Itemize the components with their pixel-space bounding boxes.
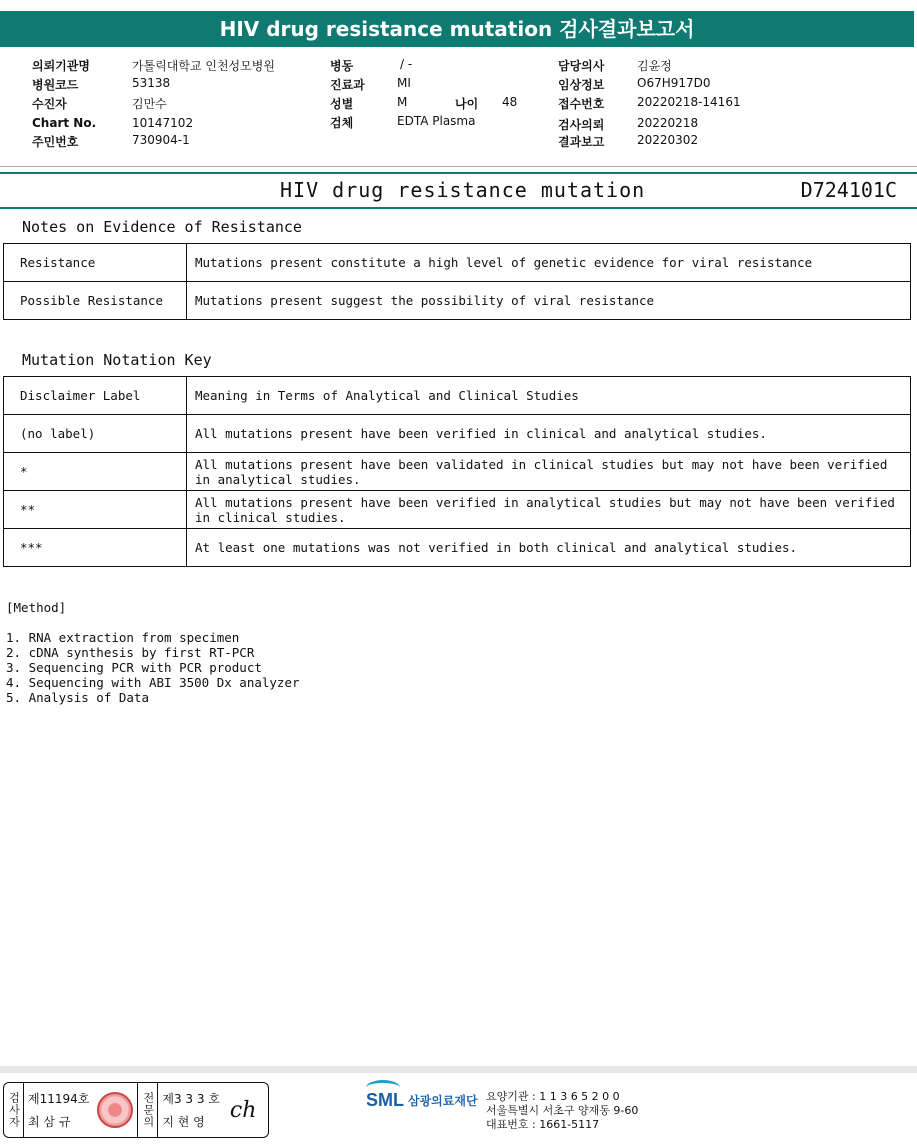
specialist-label: 전문의: [137, 1083, 158, 1137]
report-date-label: 결과보고: [558, 135, 605, 149]
specimen-label: 검체: [330, 116, 354, 130]
report-date-value: 20220302: [637, 133, 699, 147]
evidence-label: Possible Resistance: [4, 282, 187, 320]
logo-text: SML: [366, 1090, 404, 1110]
evidence-text: Mutations present constitute a high level of genetic evidence for viral resistance: [187, 244, 911, 282]
divider: [0, 207, 917, 209]
resident-no-label: 주민번호: [32, 135, 79, 149]
institution-label: 의뢰기관명: [32, 59, 90, 73]
evidence-text: Mutations present suggest the possibility of viral resistance: [187, 282, 911, 320]
institution-value: 가톨릭대학교 인천성모병원: [132, 59, 275, 73]
notation-label: **: [4, 491, 187, 529]
examiner-label: 검사자: [4, 1083, 24, 1137]
request-date-label: 검사의뢰: [558, 118, 605, 132]
notation-text: All mutations present have been verified in analytical studies but may not have been verified in clinical studies.: [187, 491, 911, 529]
specimen-value: EDTA Plasma: [397, 114, 476, 128]
signature: ch: [229, 1097, 257, 1123]
divider: [0, 172, 917, 174]
receipt-no-label: 접수번호: [558, 97, 605, 111]
age-value: 48: [502, 95, 518, 109]
phone: 대표번호 : 1661-5117: [486, 1118, 600, 1131]
evidence-table: [3, 243, 911, 320]
notation-text: All mutations present have been verified in clinical and analytical studies.: [187, 415, 911, 453]
evidence-label: Resistance: [4, 244, 187, 282]
hospital-code-value: 53138: [132, 76, 171, 90]
method-step: 5. Analysis of Data: [6, 690, 149, 705]
doctor-value: 김윤정: [637, 59, 672, 73]
hospital-code-label: 병원코드: [32, 78, 79, 92]
method-step: 2. cDNA synthesis by first RT-PCR: [6, 645, 255, 660]
resident-no-value: 730904-1: [132, 133, 190, 147]
specialist-license: 제3 3 3 호: [162, 1092, 220, 1106]
receipt-no-value: 20220218-14161: [637, 95, 741, 109]
department-value: MI: [397, 76, 411, 90]
table-row: [4, 244, 911, 282]
clinical-info-label: 임상정보: [558, 78, 605, 92]
notation-header-label: Disclaimer Label: [4, 377, 187, 415]
chart-no-label: Chart No.: [32, 116, 97, 130]
sex-value: M: [397, 95, 408, 109]
evidence-heading: Notes on Evidence of Resistance: [22, 218, 302, 236]
ward-label: 병동: [330, 59, 354, 73]
method-step: 4. Sequencing with ABI 3500 Dx analyzer: [6, 675, 300, 690]
care-code: 요양기관 : 1 1 3 6 5 2 0 0: [486, 1090, 620, 1103]
org-name: 삼광의료재단: [408, 1094, 478, 1108]
footer-divider: [0, 1066, 917, 1073]
logo-arc-icon: [366, 1080, 400, 1095]
examiner-cell: [24, 1083, 93, 1137]
notation-label: *: [4, 453, 187, 491]
address: 서울특별시 서초구 양재동 9-60: [486, 1104, 639, 1117]
chart-no-value: 10147102: [132, 116, 194, 130]
table-row: [4, 529, 911, 567]
clinical-info-value: O67H917D0: [637, 76, 711, 90]
examiner-name: 최 삼 규: [28, 1115, 71, 1129]
divider: [0, 166, 917, 167]
request-date-value: 20220218: [637, 116, 699, 130]
sml-logo: [366, 1090, 478, 1111]
seal-stamp-icon: [97, 1092, 133, 1128]
table-row: [4, 415, 911, 453]
report-title: HIV drug resistance mutation: [280, 178, 646, 202]
method-heading: [Method]: [6, 600, 67, 615]
department-label: 진료과: [330, 78, 365, 92]
specialist-name: 지 현 영: [162, 1115, 205, 1129]
report-code: D724101C: [800, 178, 897, 202]
method-step: 3. Sequencing PCR with PCR product: [6, 660, 262, 675]
notation-header-text: Meaning in Terms of Analytical and Clinical Studies: [187, 377, 911, 415]
method-step: 1. RNA extraction from specimen: [6, 630, 240, 645]
specialist-cell: [158, 1083, 224, 1137]
recipient-label: 수진자: [32, 97, 67, 111]
doctor-label: 담당의사: [558, 59, 605, 73]
notation-heading: Mutation Notation Key: [22, 351, 212, 369]
notation-table: [3, 376, 911, 567]
contact-info: [486, 1090, 638, 1132]
sex-label: 성별: [330, 97, 354, 111]
notation-label: ***: [4, 529, 187, 567]
notation-label: (no label): [4, 415, 187, 453]
table-header-row: [4, 377, 911, 415]
examiner-license: 제11194호: [28, 1092, 90, 1106]
recipient-value: 김만수: [132, 97, 167, 111]
table-row: [4, 491, 911, 529]
ward-value: / -: [400, 57, 413, 71]
notation-text: All mutations present have been validated in clinical studies but may not have been verified in analytical studies.: [187, 453, 911, 491]
table-row: [4, 282, 911, 320]
signature-box: [3, 1082, 269, 1138]
notation-text: At least one mutations was not verified in both clinical and analytical studies.: [187, 529, 911, 567]
age-label: 나이: [455, 97, 479, 111]
table-row: [4, 453, 911, 491]
report-header-title: HIV drug resistance mutation 검사결과보고서: [0, 11, 914, 47]
